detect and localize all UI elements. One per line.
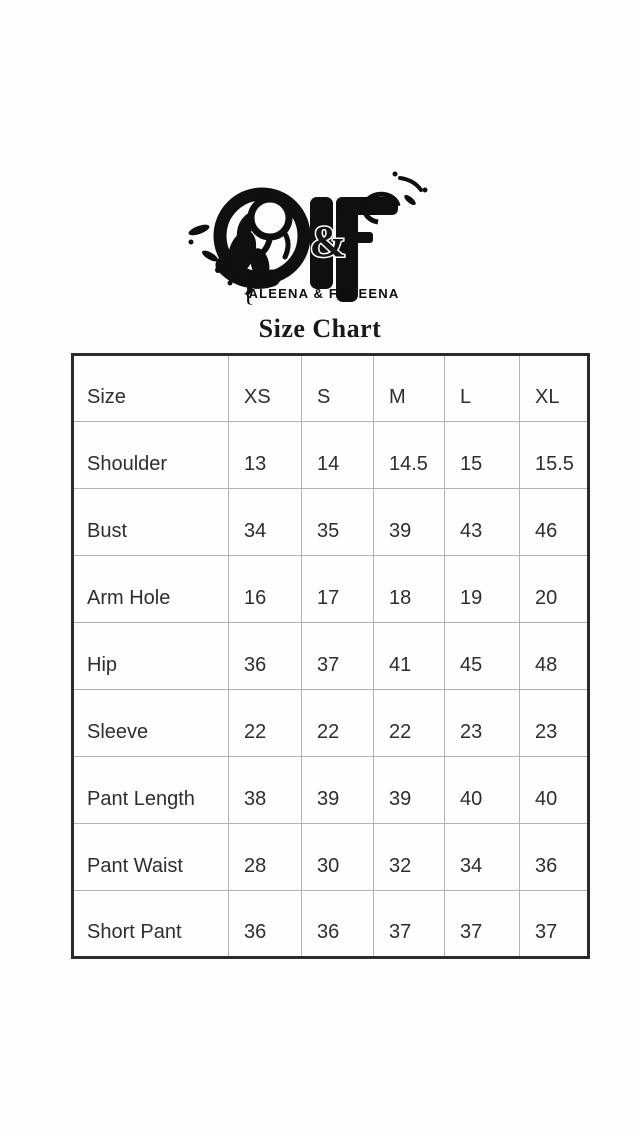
- table-row-pant-length: [73, 757, 589, 824]
- value-cell: 36: [229, 891, 302, 958]
- value-cell: 16: [229, 556, 302, 623]
- value-cell: 15: [445, 422, 520, 489]
- table-row-short-pant: [73, 891, 589, 958]
- logo-ampersand: &: [309, 217, 347, 266]
- value-cell: 23: [520, 690, 589, 757]
- value-cell: 32: [374, 824, 445, 891]
- value-cell: 22: [302, 690, 374, 757]
- value-cell: 40: [520, 757, 589, 824]
- header-cell-m: M: [374, 355, 445, 422]
- value-cell: 13: [229, 422, 302, 489]
- logo-circle-a: [220, 194, 304, 282]
- value-cell: 22: [374, 690, 445, 757]
- table-row-hip: [73, 623, 589, 690]
- table-row-arm-hole: [73, 556, 589, 623]
- row-label: Short Pant: [73, 891, 229, 958]
- size-chart-table: [71, 353, 590, 959]
- table-row-sleeve: [73, 690, 589, 757]
- logo-brace-flourish: {: [242, 278, 255, 305]
- table-row-bust: [73, 489, 589, 556]
- value-cell: 14.5: [374, 422, 445, 489]
- value-cell: 22: [229, 690, 302, 757]
- table-row-pant-waist: [73, 824, 589, 891]
- value-cell: 23: [445, 690, 520, 757]
- value-cell: 37: [445, 891, 520, 958]
- header-cell-xs: XS: [229, 355, 302, 422]
- value-cell: 40: [445, 757, 520, 824]
- value-cell: 38: [229, 757, 302, 824]
- value-cell: 37: [520, 891, 589, 958]
- row-label: Pant Waist: [73, 824, 229, 891]
- row-label: Pant Length: [73, 757, 229, 824]
- value-cell: 39: [302, 757, 374, 824]
- header-row: [73, 355, 589, 422]
- value-cell: 37: [374, 891, 445, 958]
- header-cell-l: L: [445, 355, 520, 422]
- row-label: Shoulder: [73, 422, 229, 489]
- value-cell: 14: [302, 422, 374, 489]
- row-label: Hip: [73, 623, 229, 690]
- value-cell: 43: [445, 489, 520, 556]
- value-cell: 35: [302, 489, 374, 556]
- row-label: Arm Hole: [73, 556, 229, 623]
- value-cell: 39: [374, 489, 445, 556]
- value-cell: 17: [302, 556, 374, 623]
- value-cell: 37: [302, 623, 374, 690]
- af-monogram-icon: [182, 170, 432, 305]
- value-cell: 46: [520, 489, 589, 556]
- row-label: Sleeve: [73, 690, 229, 757]
- row-label: Bust: [73, 489, 229, 556]
- value-cell: 36: [302, 891, 374, 958]
- value-cell: 15.5: [520, 422, 589, 489]
- value-cell: 45: [445, 623, 520, 690]
- value-cell: 36: [229, 623, 302, 690]
- header-cell-size: Size: [73, 355, 229, 422]
- value-cell: 18: [374, 556, 445, 623]
- header-cell-xl: XL: [520, 355, 589, 422]
- value-cell: 20: [520, 556, 589, 623]
- header-cell-s: S: [302, 355, 374, 422]
- value-cell: 34: [445, 824, 520, 891]
- value-cell: 28: [229, 824, 302, 891]
- brand-name: ALEENA & FAREENA: [248, 286, 400, 301]
- value-cell: 19: [445, 556, 520, 623]
- value-cell: 34: [229, 489, 302, 556]
- value-cell: 30: [302, 824, 374, 891]
- value-cell: 41: [374, 623, 445, 690]
- table-row-shoulder: [73, 422, 589, 489]
- value-cell: 36: [520, 824, 589, 891]
- value-cell: 48: [520, 623, 589, 690]
- page-title: Size Chart: [258, 314, 382, 343]
- value-cell: 39: [374, 757, 445, 824]
